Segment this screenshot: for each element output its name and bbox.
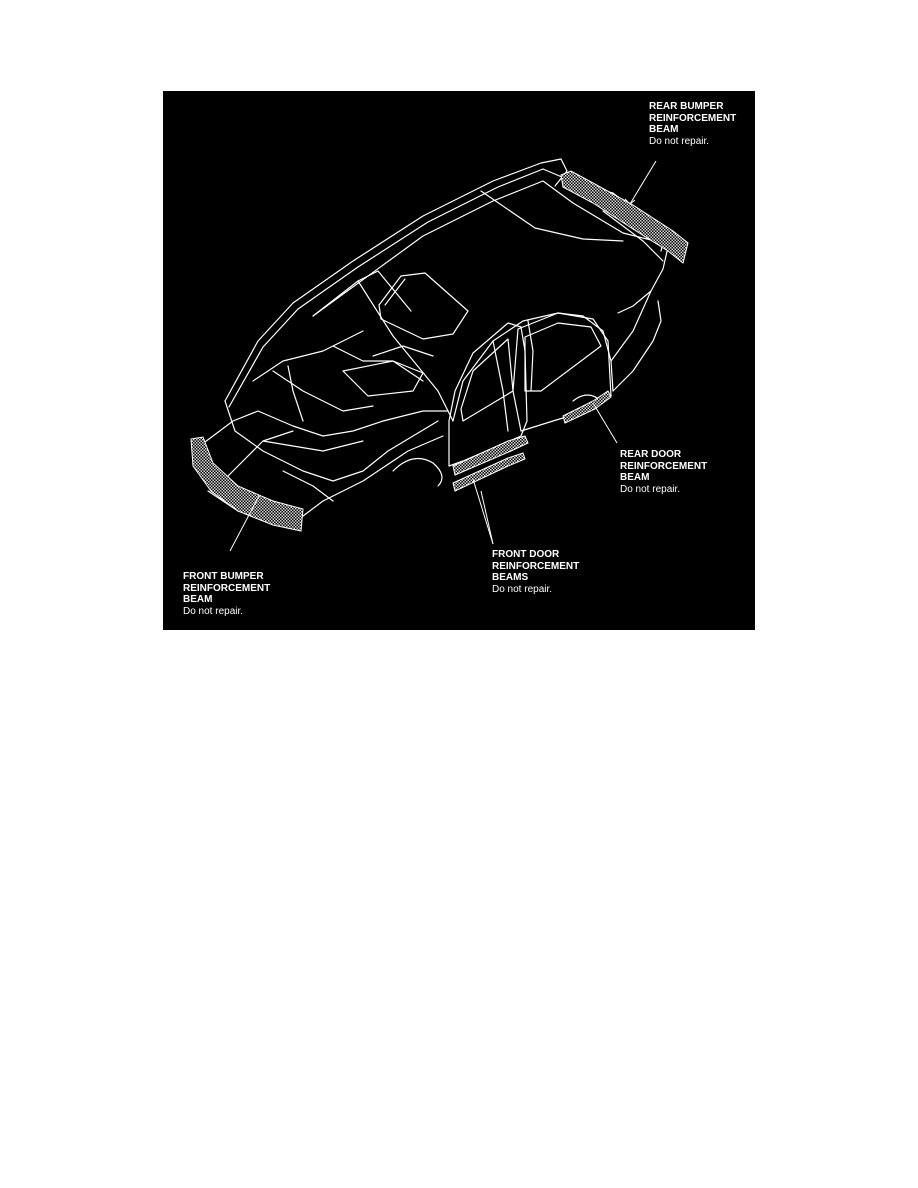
rear-door-callout [620, 449, 707, 495]
rear-bumper-leader [630, 161, 656, 204]
front-bumper-label-line1: FRONT BUMPER [183, 571, 264, 582]
car-body-line-art [163, 91, 755, 630]
car-body-diagram [163, 91, 755, 630]
front-bumper-callout [183, 571, 270, 617]
rear-door-beam [563, 391, 611, 423]
rear-bumper-label-line1: REAR BUMPER [649, 101, 724, 112]
rear-bumper-label-line2: REINFORCEMENT [649, 112, 737, 124]
rear-door-leader [593, 403, 617, 443]
front-door-label-line1: FRONT DOOR [492, 549, 560, 560]
front-door-label-line3: BEAMS [492, 572, 529, 583]
rear-door-label-line3: BEAM [620, 472, 650, 483]
front-bumper-label-line3: BEAM [183, 594, 213, 605]
rear-door-label-line2: REINFORCEMENT [620, 460, 708, 472]
front-bumper-label-line2: REINFORCEMENT [183, 582, 271, 594]
rear-bumper-note: Do not repair. [649, 135, 710, 147]
rear-bumper-callout [649, 101, 736, 147]
front-door-callout [492, 549, 579, 595]
rear-door-label-line1: REAR DOOR [620, 449, 682, 460]
front-door-label-line2: REINFORCEMENT [492, 560, 580, 572]
front-door-leader-a [473, 479, 493, 544]
rear-bumper-label-line3: BEAM [649, 124, 679, 135]
front-door-note: Do not repair. [492, 583, 553, 595]
rear-bumper-beam [561, 171, 688, 263]
rear-door-note: Do not repair. [620, 483, 681, 495]
front-bumper-beam [191, 437, 303, 531]
front-bumper-note: Do not repair. [183, 605, 244, 617]
front-door-leader-b [481, 491, 493, 544]
